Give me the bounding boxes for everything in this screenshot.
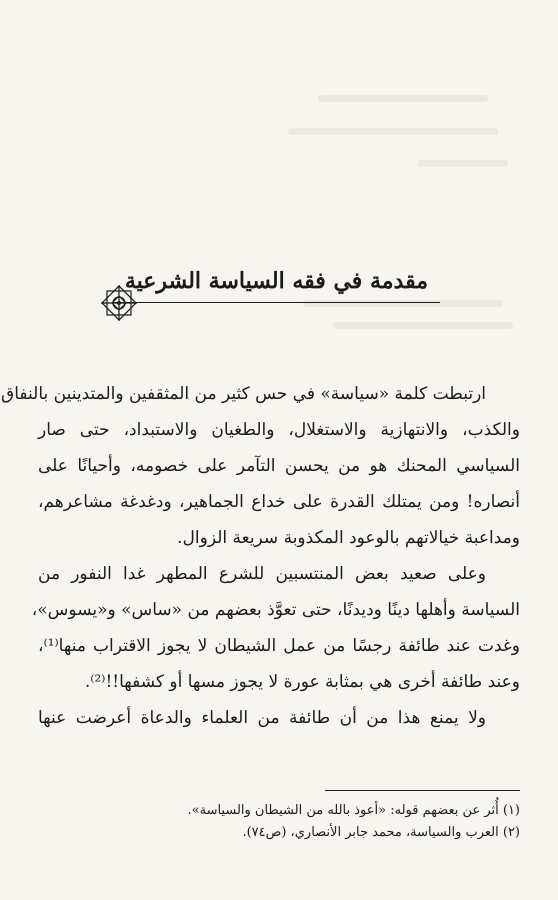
ornament-star-icon xyxy=(98,282,140,324)
text-line: أنصاره! ومن يمتلك القدرة على خداع الجماهير، ودغدغة مشاعرهم، xyxy=(38,492,520,512)
bleed-through-mark xyxy=(288,128,498,135)
text-line: السياسة وأهلها دينًا وديدنًا، حتى تعوَّذ بعضهم من «ساس» و«يسوس»، xyxy=(31,600,520,620)
text-line: وغدت عند طائفة رجسًا من عمل الشيطان لا يجوز الاقتراب منها⁽¹⁾، xyxy=(38,636,520,656)
text-line: السياسي المحنك هو من يحسن التآمر على خصومه، وأحيانًا على xyxy=(38,456,520,476)
text-line: والكذب، والانتهازية والاستغلال، والطغيان والاستبداد، حتى صار xyxy=(38,420,520,440)
footnote-separator xyxy=(325,790,520,791)
footnote-1: (١) أُثر عن بعضهم قوله: «أعوذ بالله من الشيطان والسياسة». xyxy=(187,803,520,818)
text-line: وعلى صعيد بعض المنتسبين للشرع المطهر غدا النفور من xyxy=(38,564,486,584)
heading-underline xyxy=(112,302,440,303)
section-heading-block xyxy=(98,268,448,328)
text-line: وعند طائفة أخرى هي بمثابة عورة لا يجوز مسها أو كشفها!!⁽²⁾. xyxy=(84,672,520,692)
bleed-through-mark xyxy=(418,160,508,167)
bleed-through-mark xyxy=(318,95,488,102)
footnote-2: (٢) العرب والسياسة، محمد جابر الأنصاري، (ص٧٤). xyxy=(242,825,520,840)
text-line: ولا يمنع هذا من أن طائفة من العلماء والدعاة أعرضت عنها xyxy=(38,708,486,728)
body-text xyxy=(1,376,520,736)
text-line: ارتبطت كلمة «سياسة» في حس كثير من المثقفين والمتدينين بالنفاق xyxy=(1,384,486,404)
section-heading: مقدمة في فقه السياسة الشرعية xyxy=(124,268,428,294)
text-line: ومداعبة خيالاتهم بالوعود المكذوبة سريعة الزوال. xyxy=(177,528,520,548)
